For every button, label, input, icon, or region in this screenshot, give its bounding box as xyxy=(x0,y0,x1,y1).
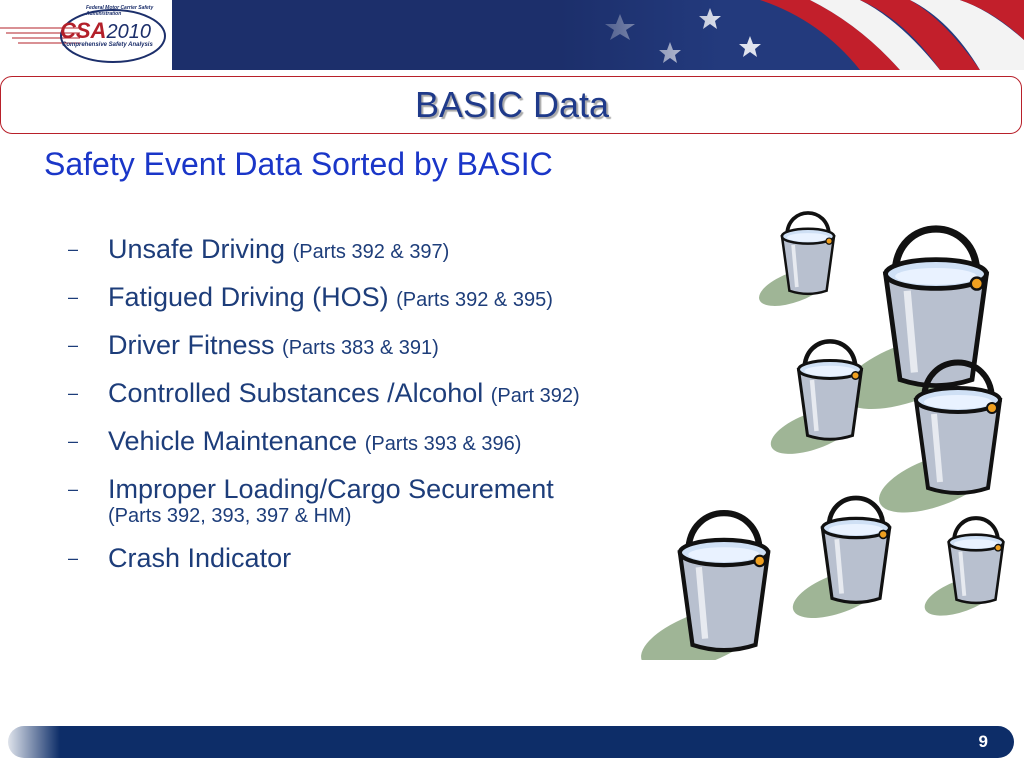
list-item xyxy=(64,234,684,267)
list-item xyxy=(64,543,684,573)
header-banner xyxy=(0,0,1024,70)
list-item xyxy=(64,474,684,528)
slide-subtitle: Safety Event Data Sorted by BASIC xyxy=(44,146,553,182)
bullet-label: Unsafe Driving xyxy=(108,234,286,264)
basic-list xyxy=(64,234,684,588)
bullet-dash: – xyxy=(68,335,79,355)
bullet-label: Fatigued Driving (HOS) xyxy=(108,282,389,312)
flag-graphic xyxy=(560,0,1024,70)
footer-accent xyxy=(0,726,60,758)
bullet-label: Vehicle Maintenance xyxy=(108,426,358,456)
bullet-reference: (Parts 383 & 391) xyxy=(282,337,439,359)
buckets-illustration xyxy=(640,190,1024,660)
bullet-label: Crash Indicator xyxy=(108,543,292,573)
bucket-icon xyxy=(754,213,834,314)
logo-year-text: 2010 xyxy=(106,21,151,43)
bullet-label: Controlled Substances /Alcohol xyxy=(108,378,484,408)
slide-title: BASIC Data xyxy=(414,84,610,125)
logo-csa-text: CSA xyxy=(60,18,107,43)
bullet-dash: – xyxy=(68,287,79,307)
bullet-dash: – xyxy=(68,479,79,499)
bullet-reference: (Parts 392, 393, 397 & HM) xyxy=(108,505,352,527)
bullet-reference: (Parts 392 & 395) xyxy=(396,289,553,311)
list-item xyxy=(64,426,684,459)
list-item xyxy=(64,330,684,363)
bullet-reference: (Parts 392 & 397) xyxy=(292,241,450,263)
logo-wordmark xyxy=(60,18,151,44)
bullet-dash: – xyxy=(68,383,79,403)
bullet-label: Driver Fitness xyxy=(108,330,275,360)
bullet-dash: – xyxy=(68,548,79,568)
bucket-icon xyxy=(787,498,890,628)
logo-tagline: Comprehensive Safety Analysis xyxy=(62,42,153,48)
bucket-icon xyxy=(640,513,769,660)
csa-logo xyxy=(0,0,174,70)
bullet-reference: (Parts 393 & 396) xyxy=(364,433,522,455)
list-item xyxy=(64,282,684,315)
page-number: 9 xyxy=(978,732,988,751)
bucket-icon xyxy=(765,341,862,463)
bullet-dash: – xyxy=(68,431,79,451)
logo-agency-text: Federal Motor Carrier Safety Administration xyxy=(86,5,154,17)
footer-bar xyxy=(8,726,1014,758)
bucket-icon xyxy=(920,518,1004,624)
bullet-dash: – xyxy=(68,239,79,259)
list-item xyxy=(64,378,684,411)
bullet-label: Improper Loading/Cargo Securement xyxy=(108,474,554,504)
bullet-reference: (Part 392) xyxy=(490,385,580,407)
